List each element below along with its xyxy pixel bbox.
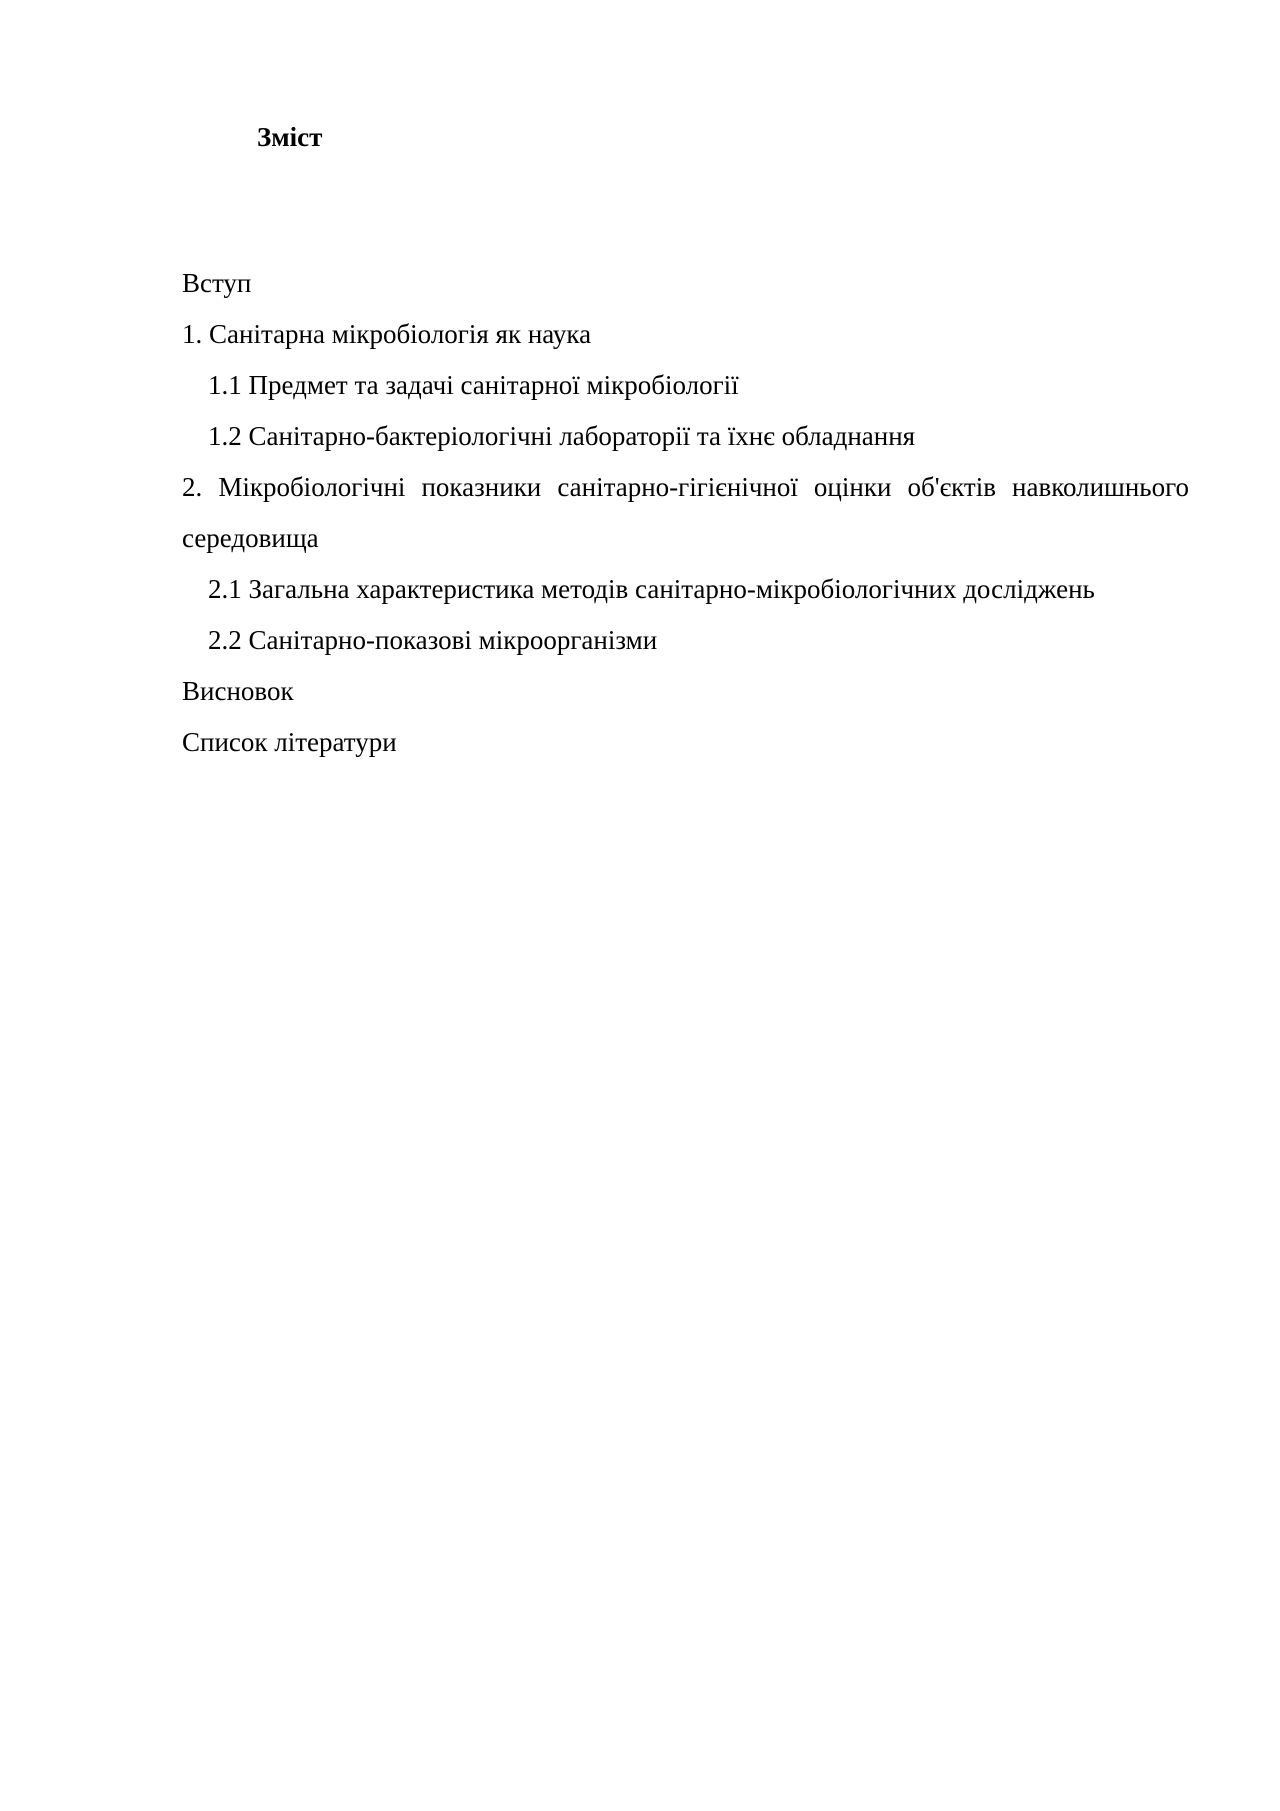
toc-item-section-1-2: 1.2 Санітарно-бактеріологічні лабораторії та їхнє обладнання <box>208 421 916 451</box>
toc-item-section-1-1: 1.1 Предмет та задачі санітарної мікробіології <box>208 370 739 400</box>
toc-item-conclusion: Висновок <box>182 676 294 706</box>
table-of-contents <box>182 258 1189 768</box>
toc-item-references: Список літератури <box>182 727 397 757</box>
toc-item-section-2-1: 2.1 Загальна характеристика методів санітарно-мікробіологічних досліджень <box>208 574 1095 604</box>
page-title: Зміст <box>257 122 323 152</box>
toc-item-section-1: 1. Санітарна мікробіологія як наука <box>182 319 592 349</box>
toc-item-section-2-2: 2.2 Санітарно-показові мікроорганізми <box>208 625 658 655</box>
toc-item-intro: Вступ <box>182 268 252 298</box>
toc-item-section-2: 2. Мікробіологічні показники санітарно-гігієнічної оцінки об'єктів навколишнього середовища <box>182 472 1189 553</box>
